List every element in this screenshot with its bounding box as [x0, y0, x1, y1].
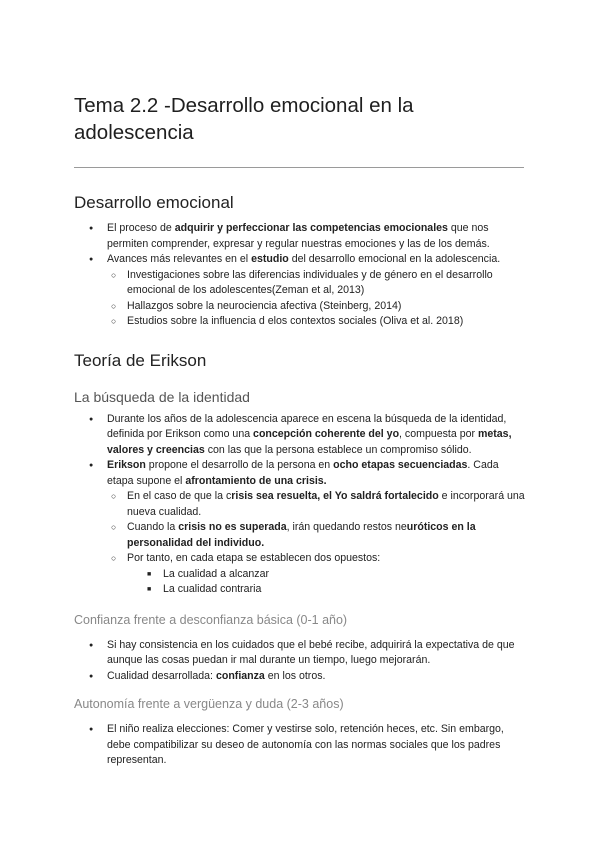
autonomia-list — [74, 722, 526, 769]
list-item: ● El proceso de adquirir y perfeccionar las competencias emocionales que nos permiten comprender, expresar y regular nuestras emociones y las de los demás. — [74, 221, 526, 252]
list-item: ○ Investigaciones sobre las diferencias individuales y de género en el desarrollo emocional de los adolescentes(Zeman et al, 2013) — [107, 268, 526, 299]
desarrollo-list — [74, 221, 526, 330]
list-item: ● Cualidad desarrollada: confianza en los otros. — [74, 669, 526, 685]
heading-autonomia: Autonomía frente a vergüenza y duda (2-3 años) — [74, 697, 344, 711]
opuestos-list — [127, 567, 526, 598]
list-item: ○ Cuando la crisis no es superada, irán quedando restos neuróticos en la personalidad del individuo. — [107, 520, 526, 551]
list-item: ● Si hay consistencia en los cuidados que el bebé recibe, adquirirá la expectativa de que aunque las cosas puedan ir mal durante un tiempo, luego mejorarán. — [74, 638, 526, 669]
page-title: Tema 2.2 -Desarrollo emocional en la adolescencia — [74, 94, 414, 144]
heading-confianza: Confianza frente a desconfianza básica (0-1 año) — [74, 612, 348, 627]
heading-teoria-erikson: Teoría de Erikson — [74, 350, 207, 370]
list-item: ○ Estudios sobre la influencia d elos contextos sociales (Oliva et al. 2018) — [107, 314, 526, 330]
confianza-list — [74, 638, 526, 685]
list-item: ○ En el caso de que la crisis sea resuelta, el Yo saldrá fortalecido e incorporará una nueva cualidad. — [107, 489, 526, 520]
list-item: ● Erikson propone el desarrollo de la persona en ocho etapas secuenciadas. Cada etapa supone el afrontamiento de una crisis. ○ En el caso de que la crisis sea resuelta, el Yo saldrá fortalecido e incorporará una nueva cualidad. ○ Cuando la crisis no es superada, irán quedando restos neuróticos en la personalidad del individuo. ○ Por tanto, en cada etapa se establecen dos opuestos: ■ La cualidad a alcanzar ■ La cualidad contraria — [74, 458, 526, 598]
list-item: ■ La cualidad a alcanzar — [127, 567, 526, 583]
desarrollo-sublist — [107, 268, 526, 330]
list-item: ○ Por tanto, en cada etapa se establecen dos opuestos: ■ La cualidad a alcanzar ■ La cualidad contraria — [107, 551, 526, 598]
erikson-sublist — [107, 489, 526, 598]
list-item: ● Avances más relevantes en el estudio del desarrollo emocional en la adolescencia. ○ Investigaciones sobre las diferencias individuales y de género en el desarrollo emocional de los adolescentes(Zeman et al, 2013) ○ Hallazgos sobre la neurociencia afectiva (Steinberg, 2014) ○ Estudios sobre la influencia d elos contextos sociales (Oliva et al. 2018) — [74, 252, 526, 330]
title-divider — [74, 167, 524, 168]
heading-busqueda-identidad: La búsqueda de la identidad — [74, 388, 250, 405]
list-item: ■ La cualidad contraria — [127, 582, 526, 598]
list-item: ● Durante los años de la adolescencia aparece en escena la búsqueda de la identidad, definida por Erikson como una concepción coherente del yo, compuesta por metas, valores y creencias con las que la persona establece un compromiso sólido. — [74, 412, 526, 459]
list-item: ● El niño realiza elecciones: Comer y vestirse solo, retención heces, etc. Sin embargo, debe compatibilizar su deseo de autonomía con las normas sociales que los padres representan. — [74, 722, 526, 769]
document-page — [74, 92, 526, 769]
identidad-list — [74, 412, 526, 598]
heading-desarrollo-emocional: Desarrollo emocional — [74, 193, 234, 212]
list-item: ○ Hallazgos sobre la neurociencia afectiva (Steinberg, 2014) — [107, 299, 526, 315]
